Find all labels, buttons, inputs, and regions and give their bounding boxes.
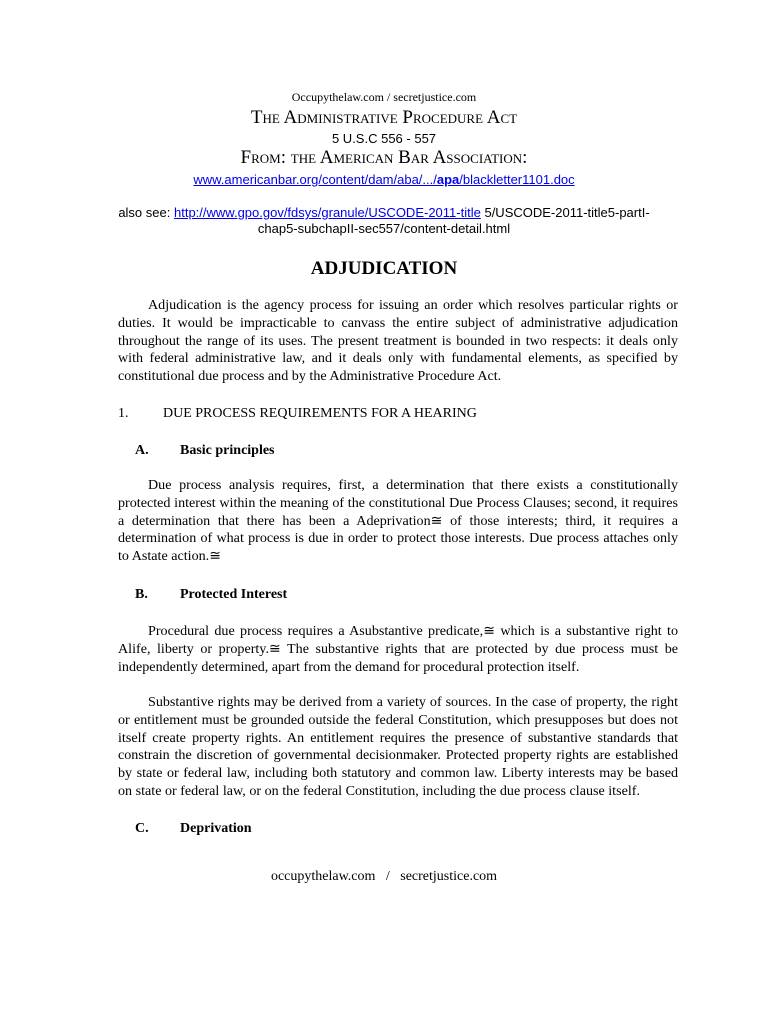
- subsection-a-heading: [135, 442, 275, 459]
- gpo-rest-line1: 5/USCODE-2011-title5-partI-: [484, 205, 650, 220]
- aba-link-bold: apa: [436, 172, 460, 187]
- section-1-heading: [118, 405, 477, 422]
- also-see-block: [0, 205, 768, 237]
- aba-link[interactable]: [193, 172, 574, 187]
- aba-link-suffix: /blackletter1101.doc: [459, 172, 575, 187]
- document-title: The Administrative Procedure Act: [250, 107, 518, 128]
- subsection-c-title: Deprivation: [180, 821, 252, 836]
- subsection-b-letter: B.: [135, 587, 148, 602]
- from-line: From: the American Bar Association:: [240, 147, 528, 168]
- also-see-label: also see:: [118, 205, 171, 220]
- also-see-line1: [0, 205, 768, 221]
- intro-paragraph: Adjudication is the agency process for issuing an order which resolves particular rights or duties. It would be impracticable to canvass the entire subject of administrative adjudication throughout the range of its uses. The present treatment is bounded in two respects: it deals only with federal administrative law, and it deals only with fundamental elements, as specified by constitutional due process and by the Administrative Procedure Act.: [118, 297, 678, 385]
- section-1-number: 1.: [118, 406, 129, 421]
- gpo-rest-line2: chap5-subchapII-sec557/content-detail.html: [257, 221, 511, 236]
- subsection-b-paragraph-2: Substantive rights may be derived from a variety of sources. In the case of property, the right or entitlement must be grounded outside the federal Constitution, which presupposes but does not itself create property rights. An entitlement requires the presence of substantive standards that constrain the discretion of governmental decisionmaker. Protected property rights are established by state or federal law, including both statutory and common law. Liberty interests may be based on state or federal law, or on the federal Constitution, including the due process clause itself.: [118, 694, 678, 799]
- page-footer: occupythelaw.com / secretjustice.com: [270, 869, 498, 884]
- subsection-a-title: Basic principles: [180, 443, 275, 458]
- subsection-b-heading: [135, 586, 287, 603]
- aba-link-prefix: www.americanbar.org/content/dam/aba/.../: [193, 172, 437, 187]
- subsection-c-letter: C.: [135, 821, 149, 836]
- subsection-b-paragraph-1: Procedural due process requires a Asubstantive predicate,≅ which is a substantive right to Alife, liberty or property.≅ The substantive rights that are protected by due process must be independently determined, apart from the demand for procedural protection itself.: [118, 623, 678, 675]
- aba-link-line: [0, 172, 768, 187]
- subsection-c-heading: [135, 820, 252, 837]
- subsection-a-paragraph: Due process analysis requires, first, a determination that there exists a constitutionally protected interest within the meaning of the constitutional Due Process Clauses; second, it requires a determination that there has been a Adeprivation≅ of those interests; third, it requires a determination of what process is due in order to protect those interests. Due process attaches only to Astate action.≅: [118, 477, 678, 565]
- section-title: ADJUDICATION: [310, 258, 458, 279]
- subsection-b-title: Protected Interest: [180, 587, 288, 602]
- subsection-a-letter: A.: [135, 443, 149, 458]
- source-line: Occupythelaw.com / secretjustice.com: [291, 90, 477, 104]
- gpo-link[interactable]: http://www.gpo.gov/fdsys/granule/USCODE-2011-title: [173, 205, 481, 220]
- citation: 5 U.S.C 556 - 557: [331, 131, 437, 146]
- section-1-title: DUE PROCESS REQUIREMENTS FOR A HEARING: [163, 406, 477, 421]
